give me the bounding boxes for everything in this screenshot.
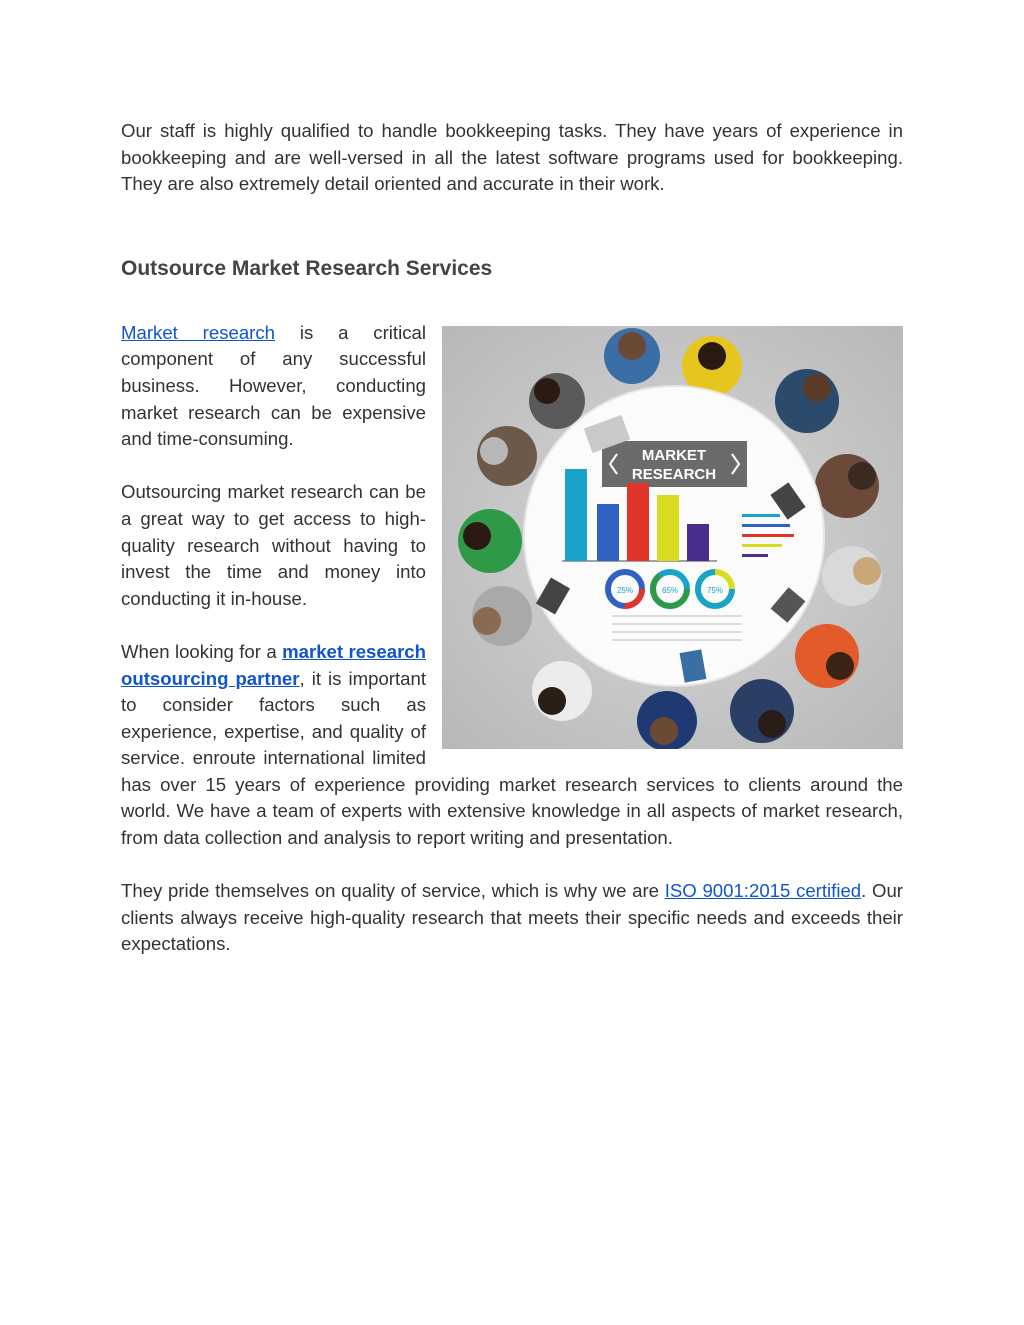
market-research-outsourcing-partner-link[interactable]: market research outsourcing partner — [121, 640, 426, 689]
donut-label-1: 25% — [616, 585, 634, 595]
paragraph-4-text-after: . Our clients always receive high-quality research that meets their specific needs and exceeds their expectations. — [121, 880, 903, 955]
section-heading: Outsource Market Research Services — [121, 256, 493, 280]
donut-label-3: 75% — [706, 585, 724, 595]
bar-yellow — [657, 495, 679, 561]
market-research-illustration — [442, 326, 903, 749]
donut-label-2: 65% — [661, 585, 679, 595]
document-page — [121, 118, 903, 958]
paragraph-4-text-before: They pride themselves on quality of service, which is why we are — [121, 880, 665, 902]
bar-red — [627, 483, 649, 561]
bar-teal — [565, 469, 587, 561]
market-research-photo — [442, 326, 903, 749]
paragraph-1-text: is a critical component of any successful business. However, conducting market research can be expensive and time-consuming. — [121, 321, 426, 450]
banner-line-2: RESEARCH — [631, 465, 717, 483]
banner-line-1: MARKET — [641, 446, 707, 464]
paragraph-3-text-after: , it is important to consider factors such as experience, expertise, and quality of service. enroute international limited has over 15 years of experience providing market research services to clients around the world. We have a team of experts with extensive knowledge in all aspects of market research, from data collection and analysis to report writing and presentation. — [121, 667, 903, 849]
paragraph-4 — [121, 878, 903, 958]
paragraph-2: Outsourcing market research can be a great way to get access to high-quality research without having to invest the time and money into conducting it in-house. — [121, 481, 426, 609]
intro-paragraph: Our staff is highly qualified to handle bookkeeping tasks. They have years of experience in bookkeeping and are well-versed in all the latest software programs used for bookkeeping. They are also extremely detail oriented and accurate in their work. — [121, 120, 903, 195]
market-research-banner — [602, 441, 747, 487]
market-research-link[interactable]: Market research — [121, 321, 276, 343]
iso-certified-link[interactable]: ISO 9001:2015 certified — [664, 880, 862, 902]
bar-blue — [597, 504, 619, 561]
paragraph-3-text-before: When looking for a — [121, 640, 283, 662]
bar-purple — [687, 524, 709, 561]
